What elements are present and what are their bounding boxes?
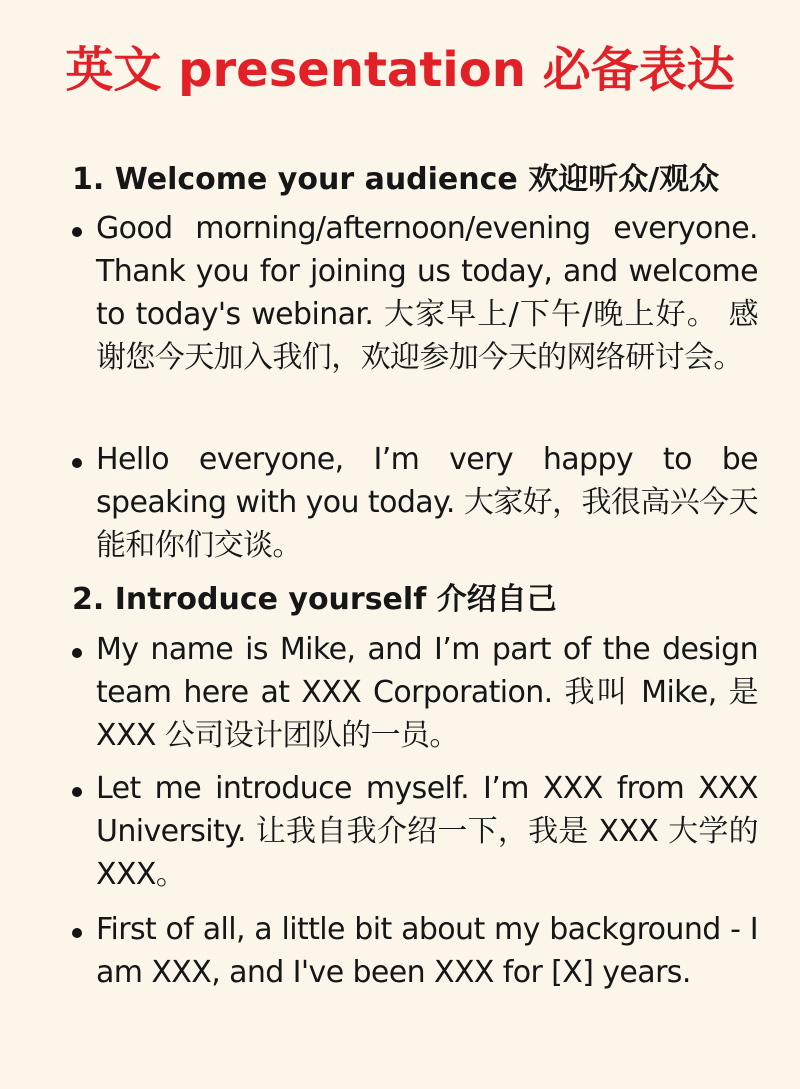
list-item: [72, 908, 762, 994]
bullet-icon: [72, 227, 82, 237]
list-item: [72, 438, 762, 567]
section-heading-introduce: 2. Introduce yourself 介绍自己: [72, 582, 557, 617]
bullet-text: Let me introduce myself. I’m XXX from XXX University. 让我自我介绍一下，我是 XXX 大学的 XXX。: [96, 771, 758, 892]
bullet-text: Hello everyone, I’m very happy to be speaking with you today. 大家好，我很高兴今天能和你们交谈。: [96, 442, 758, 563]
list-item: [72, 628, 762, 757]
page-title: 英文 presentation 必备表达: [65, 42, 735, 98]
bullet-text: My name is Mike, and I’m part of the design team here at XXX Corporation. 我叫 Mike, 是 XXX 公司设计团队的一员。: [96, 632, 758, 753]
bullet-text: First of all, a little bit about my background - I am XXX, and I've been XXX for [X] years.: [96, 912, 758, 990]
bullet-icon: [72, 648, 82, 658]
bullet-icon: [72, 787, 82, 797]
bullet-icon: [72, 458, 82, 468]
bullet-text: Good morning/afternoon/evening everyone. Thank you for joining us today, and welcome to today's webinar. 大家早上/下午/晚上好。 感谢您今天加入我们，欢迎参加今天的网络研讨会。: [96, 211, 758, 375]
bullet-icon: [72, 928, 82, 938]
section-heading-welcome: 1. Welcome your audience 欢迎听众/观众: [72, 162, 720, 197]
list-item: [72, 767, 762, 896]
list-item: [72, 207, 762, 379]
